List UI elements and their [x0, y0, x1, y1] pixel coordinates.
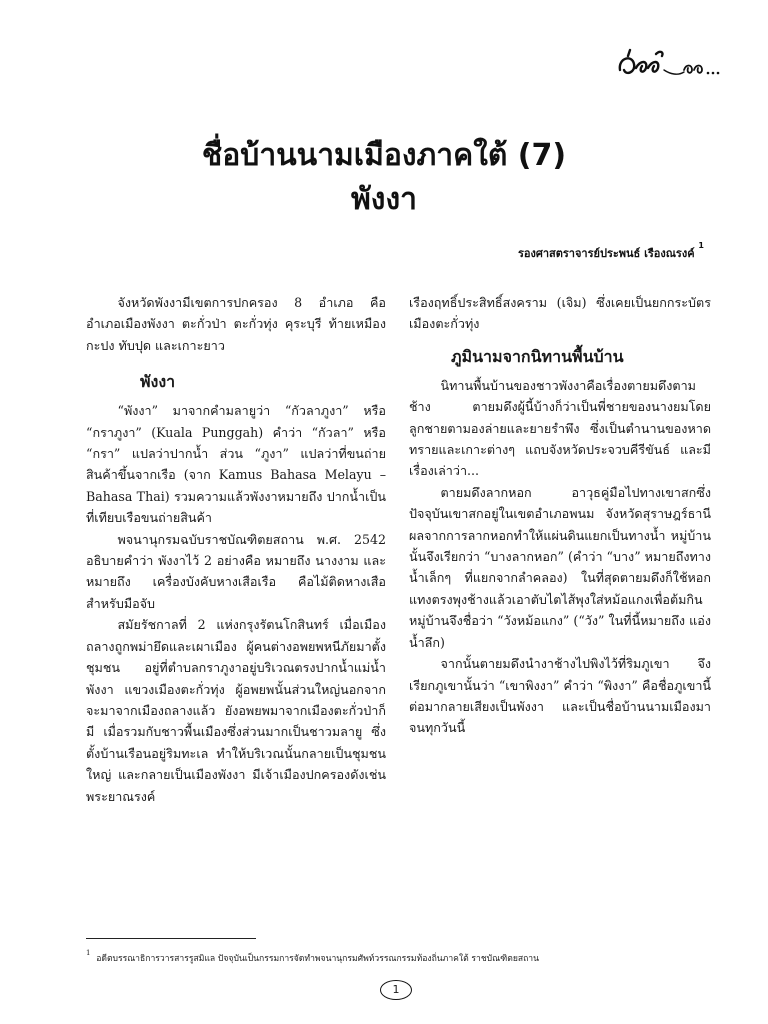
footnote-text: อดีตบรรณาธิการวารสารรูสมิแล ปัจจุบันเป็นกรรมการจัดทำพจนานุกรมศัพท์วรรณกรรมท้องถิ่นภาคใต้ ราชบัณฑิตยสถาน [96, 953, 540, 964]
magazine-script-logo-icon [612, 46, 732, 86]
author-byline [518, 241, 704, 262]
continued-paragraph: เรืองฤทธิ์ประสิทธิ์สงคราม (เจิม) ซึ่งเคยเป็นยกกระบัตรเมืองตะกั่วทุ่ง [409, 295, 711, 332]
author-name: รองศาสตราจารย์ประพนธ์ เรืองณรงค์ [518, 247, 695, 260]
section-heading-phang-nga: พังงา [140, 372, 176, 392]
section-heading-folk-tale: ภูมินามจากนิทานพื้นบ้าน [451, 346, 624, 366]
article-title-line2: พังงา [351, 182, 417, 217]
left-column [86, 292, 386, 807]
footnote-mark: 1 [86, 949, 91, 957]
footnote [86, 948, 706, 966]
paragraph: นิทานพื้นบ้านของชาวพังงาคือเรื่องตายมดึงตามช้าง ตายมดึงผู้นี้บ้างก็ว่าเป็นพี่ชายของนางยมโดยลูกชายตามองล่ายและยายรำพึง ซึ่งเป็นตำนานของหาดทรายและเกาะต่างๆ แถบจังหวัดประจวบคีรีขันธ์ และมีเรื่องเล่าว่า... [409, 377, 711, 479]
page-number: 1 [380, 980, 412, 1000]
footnote-divider [86, 938, 256, 939]
paragraph: สมัยรัชกาลที่ 2 แห่งกรุงรัตนโกสินทร์ เมื่อเมืองถลางถูกพม่ายึดและเผาเมือง ผู้คนต่างอพยพหนีภัยมาตั้งชุมชน อยู่ที่ตำบลกราภูงาอยู่บริเวณตรงปากน้ำแม่น้ำพังงา แขวงเมืองตะกั่วทุ่ง ผู้อพยพนั้นส่วนใหญ่นอกจากจะมาจากเมืองถลางแล้ว ยังอพยพมาจากเมืองตะกั่วป่าก็มี เมื่อรวมกับชาวพื้นเมืองซึ่งส่วนมากเป็นชาวมลายู ซึ่งตั้งบ้านเรือนอยู่ริมทะเล ทำให้บริเวณนั้นกลายเป็นชุมชนใหญ่ และกลายเป็นเมืองพังงา มีเจ้าเมืองปกครองดังเช่น พระยาณรงค์ [86, 617, 386, 804]
intro-paragraph: จังหวัดพังงามีเขตการปกครอง 8 อำเภอ คือ อำเภอเมืองพังงา ตะกั่วป่า ตะกั่วทุ่ง คุระบุรี ท้ายเหมือง กะปง ทับปุด และเกาะยาว [86, 295, 386, 353]
paragraph: “พังงา” มาจากคำมลายูว่า “กัวลาภูงา” หรือ “กราภูงา” (Kuala Punggah) คำว่า “กัวลา” หรือ “กรา” แปลว่าปากน้ำ ส่วน “ภูงา” แปลว่าที่ขนถ่ายสินค้าขึ้นจากเรือ (จาก Kamus Bahasa Melayu – Bahasa Thai) รวมความแล้วพังงาหมายถึง ปากน้ำเป็นที่เทียบเรือขนถ่ายสินค้า [86, 403, 386, 526]
author-footnote-mark: 1 [698, 241, 704, 251]
article-title-line1: ชื่อบ้านนามเมืองภาคใต้ (7) [201, 138, 567, 173]
paragraph: ตายมดึงลากหอก อาวุธคู่มือไปทางเขาสกซึ่งปัจจุบันเขาสกอยู่ในเขตอำเภอพนม จังหวัดสุราษฎร์ธานี ผลจากการลากหอกทำให้แผ่นดินแยกเป็นทางน้ำ หมู่บ้านนั้นจึงเรียกว่า “บางลากหอก” (คำว่า “บาง” หมายถึงทางน้ำเล็กๆ ที่แยกจากลำคลอง) ในที่สุดตายมดึงก็ใช้หอกแทงตรงพุงช้างแล้วเอาตับไตไส้พุงใส่หม้อแกงเพื่อต้มกิน หมู่บ้านจึงชื่อว่า “วังหม้อแกง” (“วัง” ในที่นี้หมายถึง แอ่งน้ำลึก) [409, 484, 711, 650]
paragraph: จากนั้นตายมดึงนำงาช้างไปพิงไว้ที่ริมภูเขา จึงเรียกภูเขานั้นว่า “เขาพิงงา” คำว่า “พิงงา” คือชื่อภูเขานี้ต่อมากลายเสียงเป็นพังงา และเป็นชื่อบ้านนามเมืองมาจนทุกวันนี้ [409, 656, 711, 736]
article-title [0, 134, 768, 222]
paragraph: พจนานุกรมฉบับราชบัณฑิตยสถาน พ.ศ. 2542 อธิบายคำว่า พังงาไว้ 2 อย่างคือ หมายถึง นางงาม และหมายถึง เครื่องบังคับหางเสือเรือ คือไม้ติดหางเสือสำหรับมือจับ [86, 531, 386, 611]
right-column [409, 292, 711, 739]
